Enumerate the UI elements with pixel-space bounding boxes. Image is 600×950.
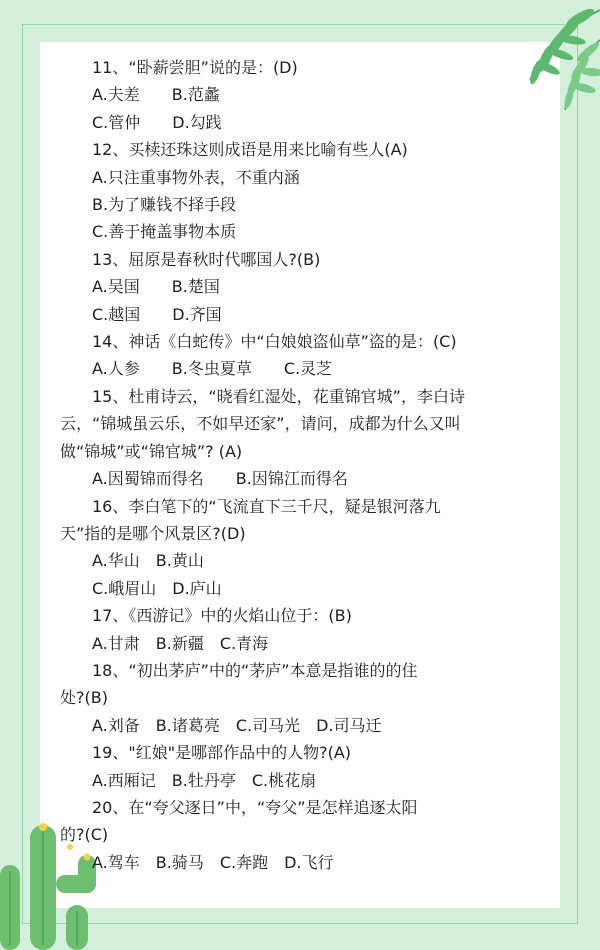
question-16-options-1: A.华山 B.黄山: [92, 551, 204, 571]
question-15-line-1: 15、杜甫诗云，“晓看红湿处，花重锦官城”，李白诗: [92, 386, 465, 406]
question-18-options: A.刘备 B.诸葛亮 C.司马光 D.司马迁: [92, 715, 382, 735]
question-11-options-2: C.管仲 D.勾践: [92, 112, 222, 132]
question-14: 14、神话《白蛇传》中“白娘娘盗仙草”盗的是：(C): [92, 332, 457, 352]
question-12: 12、买椟还珠这则成语是用来比喻有些人(A): [92, 140, 408, 160]
question-16-options-2: C.峨眉山 D.庐山: [92, 578, 222, 598]
question-14-options: A.人参 B.冬虫夏草 C.灵芝: [92, 359, 333, 379]
question-18-line-1: 18、“初出茅庐”中的“茅庐”本意是指谁的的住: [92, 660, 418, 680]
question-15-line-2: 云，“锦城虽云乐，不如早还家”，请问，成都为什么又叫: [60, 414, 461, 434]
question-17: 17、《西游记》中的火焰山位于：(B): [92, 606, 352, 626]
question-17-options: A.甘肃 B.新疆 C.青海: [92, 633, 269, 653]
question-13: 13、屈原是春秋时代哪国人?(B): [92, 249, 321, 269]
question-20-line-1: 20、在“夸父逐日”中，“夸父”是怎样追逐太阳: [92, 797, 418, 817]
question-18-line-2: 处?(B): [60, 688, 108, 708]
question-16-line-2: 天”指的是哪个风景区?(D): [60, 523, 246, 543]
question-11-options-1: A.夫差 B.范蠡: [92, 85, 220, 105]
question-12-option-a: A.只注重事物外表，不重内涵: [92, 167, 300, 187]
question-12-option-b: B.为了赚钱不择手段: [92, 195, 237, 215]
question-19-options: A.西厢记 B.牡丹亭 C.桃花扇: [92, 770, 317, 790]
question-11: 11、“卧薪尝胆”说的是：(D): [92, 58, 298, 77]
question-15-line-3: 做“锦城”或“锦官城”? (A): [60, 441, 243, 461]
question-20-line-2: 的?(C): [60, 825, 109, 845]
question-19: 19、"红娘"是哪部作品中的人物?(A): [92, 743, 352, 763]
question-13-options-2: C.越国 D.齐国: [92, 304, 222, 324]
question-15-options: A.因蜀锦而得名 B.因锦江而得名: [92, 469, 348, 489]
quiz-content: [60, 54, 544, 876]
question-13-options-1: A.吴国 B.楚国: [92, 277, 220, 297]
question-16-line-1: 16、李白笔下的“飞流直下三千尺，疑是银河落九: [92, 496, 441, 516]
question-12-option-c: C.善于掩盖事物本质: [92, 222, 237, 242]
question-20-options: A.驾车 B.骑马 C.奔跑 D.飞行: [92, 852, 334, 872]
